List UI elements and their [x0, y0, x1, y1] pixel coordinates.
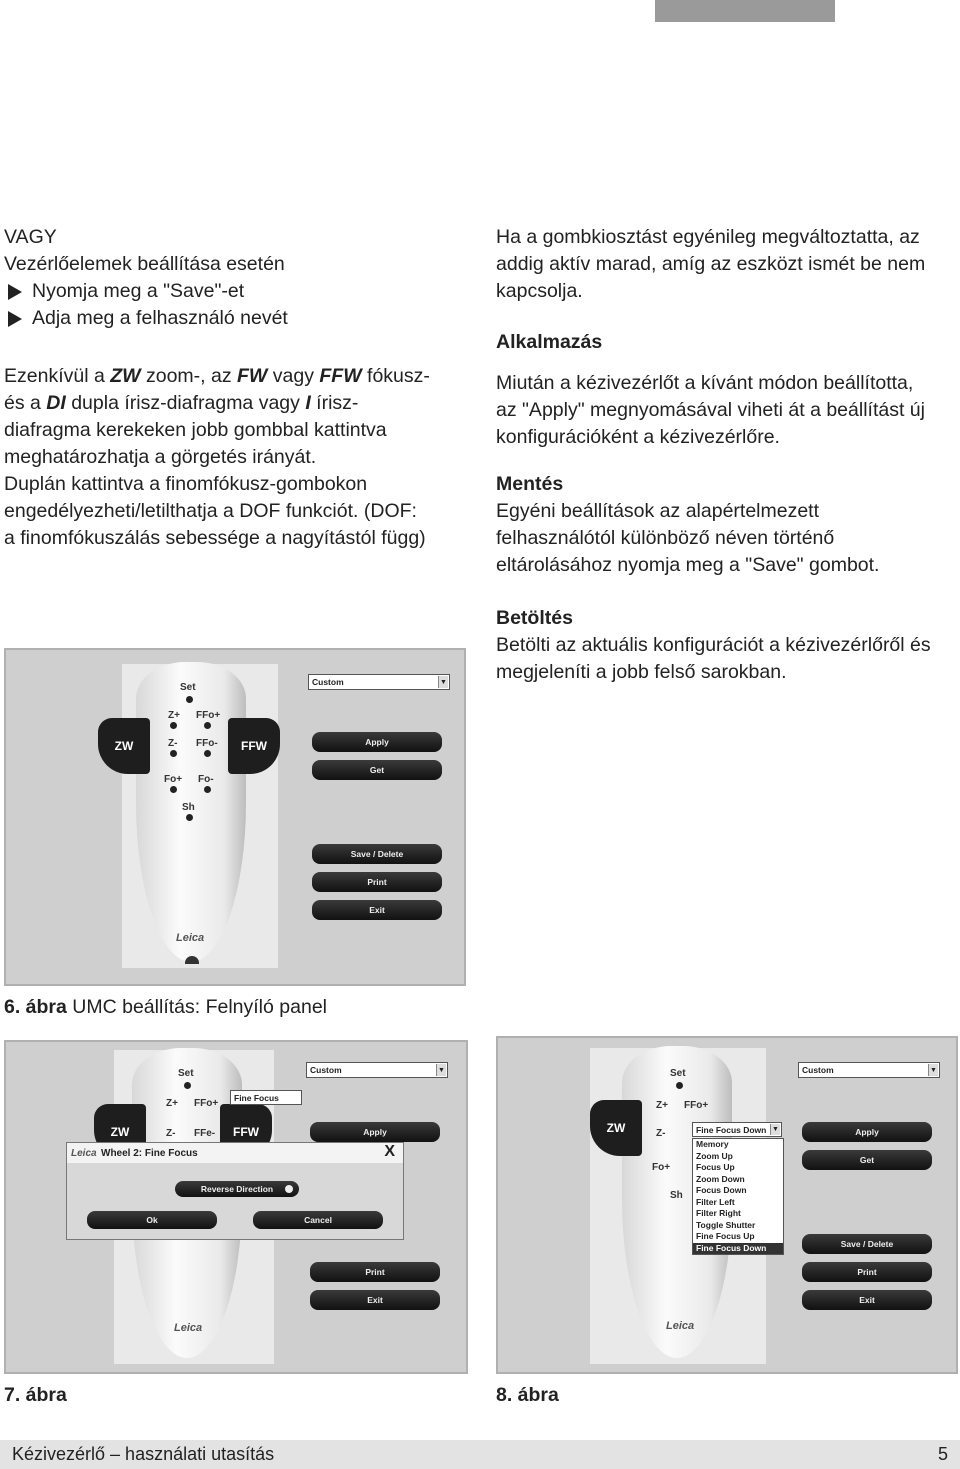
step-item — [4, 305, 474, 332]
section-heading: Betöltés — [496, 607, 573, 629]
ffo-minus-button[interactable] — [204, 750, 211, 757]
zoom-minus-button[interactable] — [170, 750, 177, 757]
shutter-label: Sh — [670, 1190, 683, 1201]
fo-minus-button[interactable] — [204, 786, 211, 793]
toggle-label: Reverse Direction — [200, 1184, 274, 1194]
fo-plus-label: Fo+ — [652, 1162, 671, 1173]
arrow-icon — [8, 311, 22, 327]
set-button[interactable] — [676, 1082, 683, 1089]
text-line: az "Apply" megnyomásával viheti át a beállítást új — [496, 399, 925, 421]
footer-title: Kézivezérlő – használati utasítás — [12, 1444, 275, 1464]
fine-focus-select[interactable] — [230, 1090, 302, 1105]
radio-icon[interactable] — [285, 1185, 293, 1193]
exit-button[interactable]: Exit — [310, 1290, 440, 1310]
print-button[interactable]: Print — [802, 1262, 932, 1282]
exit-button[interactable]: Exit — [802, 1290, 932, 1310]
zoom-minus-label: Z- — [656, 1128, 666, 1139]
leica-logo: Leica — [666, 1320, 695, 1332]
header-bar — [655, 0, 835, 22]
text-line: Egyéni beállítások az alapértelmezett — [496, 500, 820, 522]
page-number: 5 — [937, 1444, 948, 1464]
text-run: írisz- — [310, 392, 359, 414]
text-line: meghatározhatja a görgetés irányát. — [4, 446, 317, 468]
wheel-dialog — [66, 1142, 404, 1240]
ffw-wheel[interactable]: FFW — [220, 1104, 272, 1160]
set-label: Set — [670, 1068, 686, 1079]
leica-logo: Leica — [174, 1322, 203, 1334]
chevron-down-icon[interactable]: ▼ — [438, 676, 448, 688]
dialog-title-bar — [67, 1143, 403, 1163]
apply-button[interactable]: Apply — [310, 1122, 440, 1142]
text-run: és a — [4, 392, 47, 414]
text-line: eltárolásához nyomja meg a "Save" gombot. — [496, 554, 880, 576]
zw-wheel[interactable]: ZW — [590, 1100, 642, 1156]
figure-6-panel — [4, 648, 466, 986]
figure-8-panel — [496, 1036, 958, 1374]
text-line — [4, 363, 474, 390]
chevron-down-icon[interactable]: ▼ — [770, 1124, 780, 1135]
save-delete-button[interactable]: Save / Delete — [312, 844, 442, 864]
menu-item[interactable]: Focus Up — [696, 1162, 735, 1172]
apply-button[interactable]: Apply — [312, 732, 442, 752]
zoom-plus-label: Z+ — [656, 1100, 668, 1111]
fo-plus-label: Fo+ — [164, 774, 183, 785]
dialog-logo: Leica — [71, 1147, 97, 1159]
apply-button[interactable]: Apply — [802, 1122, 932, 1142]
text-line: kapcsolja. — [496, 280, 583, 302]
menu-item[interactable]: Fine Focus Up — [696, 1231, 755, 1241]
set-button[interactable] — [186, 696, 193, 703]
chevron-down-icon[interactable]: ▼ — [436, 1064, 446, 1076]
page-footer — [0, 1440, 960, 1469]
menu-item[interactable]: Filter Left — [696, 1196, 735, 1207]
zoom-plus-label: Z+ — [168, 710, 180, 721]
zoom-plus-button[interactable] — [170, 722, 177, 729]
text-line: addig aktív marad, amíg az eszközt ismét be nem — [496, 253, 926, 275]
print-button[interactable]: Print — [310, 1262, 440, 1282]
get-button[interactable]: Get — [312, 760, 442, 780]
exit-button[interactable]: Exit — [312, 900, 442, 920]
menu-item[interactable]: Zoom Up — [696, 1150, 733, 1161]
text-line: Ha a gombkiosztást egyénileg megváltoztatta, az — [496, 226, 920, 248]
control-name: FFW — [319, 365, 362, 387]
shutter-button[interactable] — [186, 814, 193, 821]
ffo-plus-label: FFo+ — [684, 1100, 709, 1111]
text-line: Duplán kattintva a finomfókusz-gombokon — [4, 473, 368, 495]
chevron-down-icon[interactable]: ▼ — [928, 1064, 938, 1076]
shutter-label: Sh — [182, 802, 195, 813]
select-value: Fine Focus — [234, 1092, 279, 1103]
text-line: engedélyezheti/letilthatja a DOF funkciót. (DOF: — [4, 500, 417, 522]
text-line: a finomfókuszálás sebessége a nagyítástól függ) — [4, 527, 426, 549]
step-text: Adja meg a felhasználó nevét — [32, 307, 288, 329]
section-heading: Alkalmazás — [496, 331, 603, 353]
menu-item[interactable]: Filter Right — [696, 1208, 741, 1218]
caption-text: UMC beállítás: Felnyíló panel — [66, 996, 327, 1018]
control-name: I — [305, 392, 311, 414]
text-line — [4, 390, 474, 417]
zoom-plus-label: Z+ — [166, 1098, 178, 1109]
figure-8-caption: 8. ábra — [496, 1384, 559, 1406]
right-column — [496, 224, 958, 686]
select-value: Custom — [310, 1065, 342, 1075]
text-run: zoom-, az — [140, 365, 238, 387]
save-delete-button[interactable]: Save / Delete — [802, 1234, 932, 1254]
menu-item[interactable]: Memory — [696, 1139, 729, 1149]
figure-6-caption — [4, 996, 327, 1019]
zw-wheel[interactable]: ZW — [98, 718, 150, 774]
text-run: dupla írisz-diafragma vagy — [65, 392, 306, 414]
ffo-plus-label: FFo+ — [196, 710, 221, 721]
menu-item[interactable]: Zoom Down — [696, 1173, 745, 1184]
text-run: fókusz- — [361, 365, 430, 387]
set-label: Set — [178, 1068, 194, 1079]
fo-minus-label: Fo- — [198, 774, 214, 785]
select-value: Fine Focus Down — [696, 1124, 767, 1135]
step-text: Nyomja meg a "Save"-et — [32, 280, 245, 302]
config-select[interactable] — [798, 1062, 940, 1078]
select-value: Custom — [312, 677, 344, 687]
text-run: vagy — [267, 365, 320, 387]
ffo-plus-label: FFo+ — [194, 1098, 219, 1109]
control-name: ZW — [110, 365, 141, 387]
text-line: VAGY — [4, 226, 57, 248]
figure-7-panel — [4, 1040, 468, 1374]
config-select[interactable] — [308, 674, 450, 690]
text-line: megjeleníti a jobb felső sarokban. — [496, 661, 787, 683]
fo-plus-button[interactable] — [170, 786, 177, 793]
text-line: konfigurációként a kézivezérlőre. — [496, 426, 780, 448]
step-item — [4, 278, 474, 305]
device-knob — [185, 956, 199, 964]
ffw-wheel[interactable]: FFW — [228, 718, 280, 774]
text-run: Ezenkívül a — [4, 365, 111, 387]
config-select[interactable] — [306, 1062, 448, 1078]
cancel-button[interactable]: Cancel — [253, 1211, 383, 1229]
control-name: FW — [237, 365, 268, 387]
text-line: Betölti az aktuális konfigurációt a kézivezérlőről és — [496, 634, 931, 656]
ffo-minus-label: FFo- — [196, 738, 218, 749]
figure-7-caption: 7. ábra — [4, 1384, 67, 1406]
close-icon[interactable]: X — [384, 1143, 395, 1160]
ffo-plus-button[interactable] — [204, 722, 211, 729]
leica-logo: Leica — [176, 932, 205, 944]
section-heading: Mentés — [496, 473, 564, 495]
dialog-title: Wheel 2: Fine Focus — [101, 1147, 198, 1159]
set-button[interactable] — [184, 1082, 191, 1089]
print-button[interactable]: Print — [312, 872, 442, 892]
get-button[interactable]: Get — [802, 1150, 932, 1170]
left-column — [4, 224, 474, 552]
menu-item[interactable]: Fine Focus Down — [693, 1243, 783, 1255]
zoom-minus-label: Z- — [168, 738, 178, 749]
text-line: Vezérlőelemek beállítása esetén — [4, 253, 285, 275]
reverse-direction-toggle[interactable] — [175, 1181, 299, 1197]
select-value: Custom — [802, 1065, 834, 1075]
ffe-minus-label: FFe- — [194, 1128, 216, 1139]
ok-button[interactable]: Ok — [87, 1211, 217, 1229]
menu-item[interactable]: Focus Down — [696, 1185, 747, 1195]
menu-item[interactable]: Toggle Shutter — [696, 1219, 756, 1230]
set-label: Set — [180, 682, 196, 693]
caption-number: 6. ábra — [4, 996, 67, 1018]
arrow-icon — [8, 284, 22, 300]
zoom-minus-label: Z- — [166, 1128, 176, 1139]
wheel-function-select[interactable] — [692, 1122, 782, 1137]
text-line: felhasználótól különböző néven történő — [496, 527, 835, 549]
function-dropdown-list — [692, 1138, 784, 1255]
zw-wheel[interactable]: ZW — [94, 1104, 146, 1160]
text-line: Miután a kézivezérlőt a kívánt módon beállította, — [496, 372, 914, 394]
control-name: DI — [46, 392, 66, 414]
text-line: diafragma kerekeken jobb gombbal kattintva — [4, 419, 387, 441]
